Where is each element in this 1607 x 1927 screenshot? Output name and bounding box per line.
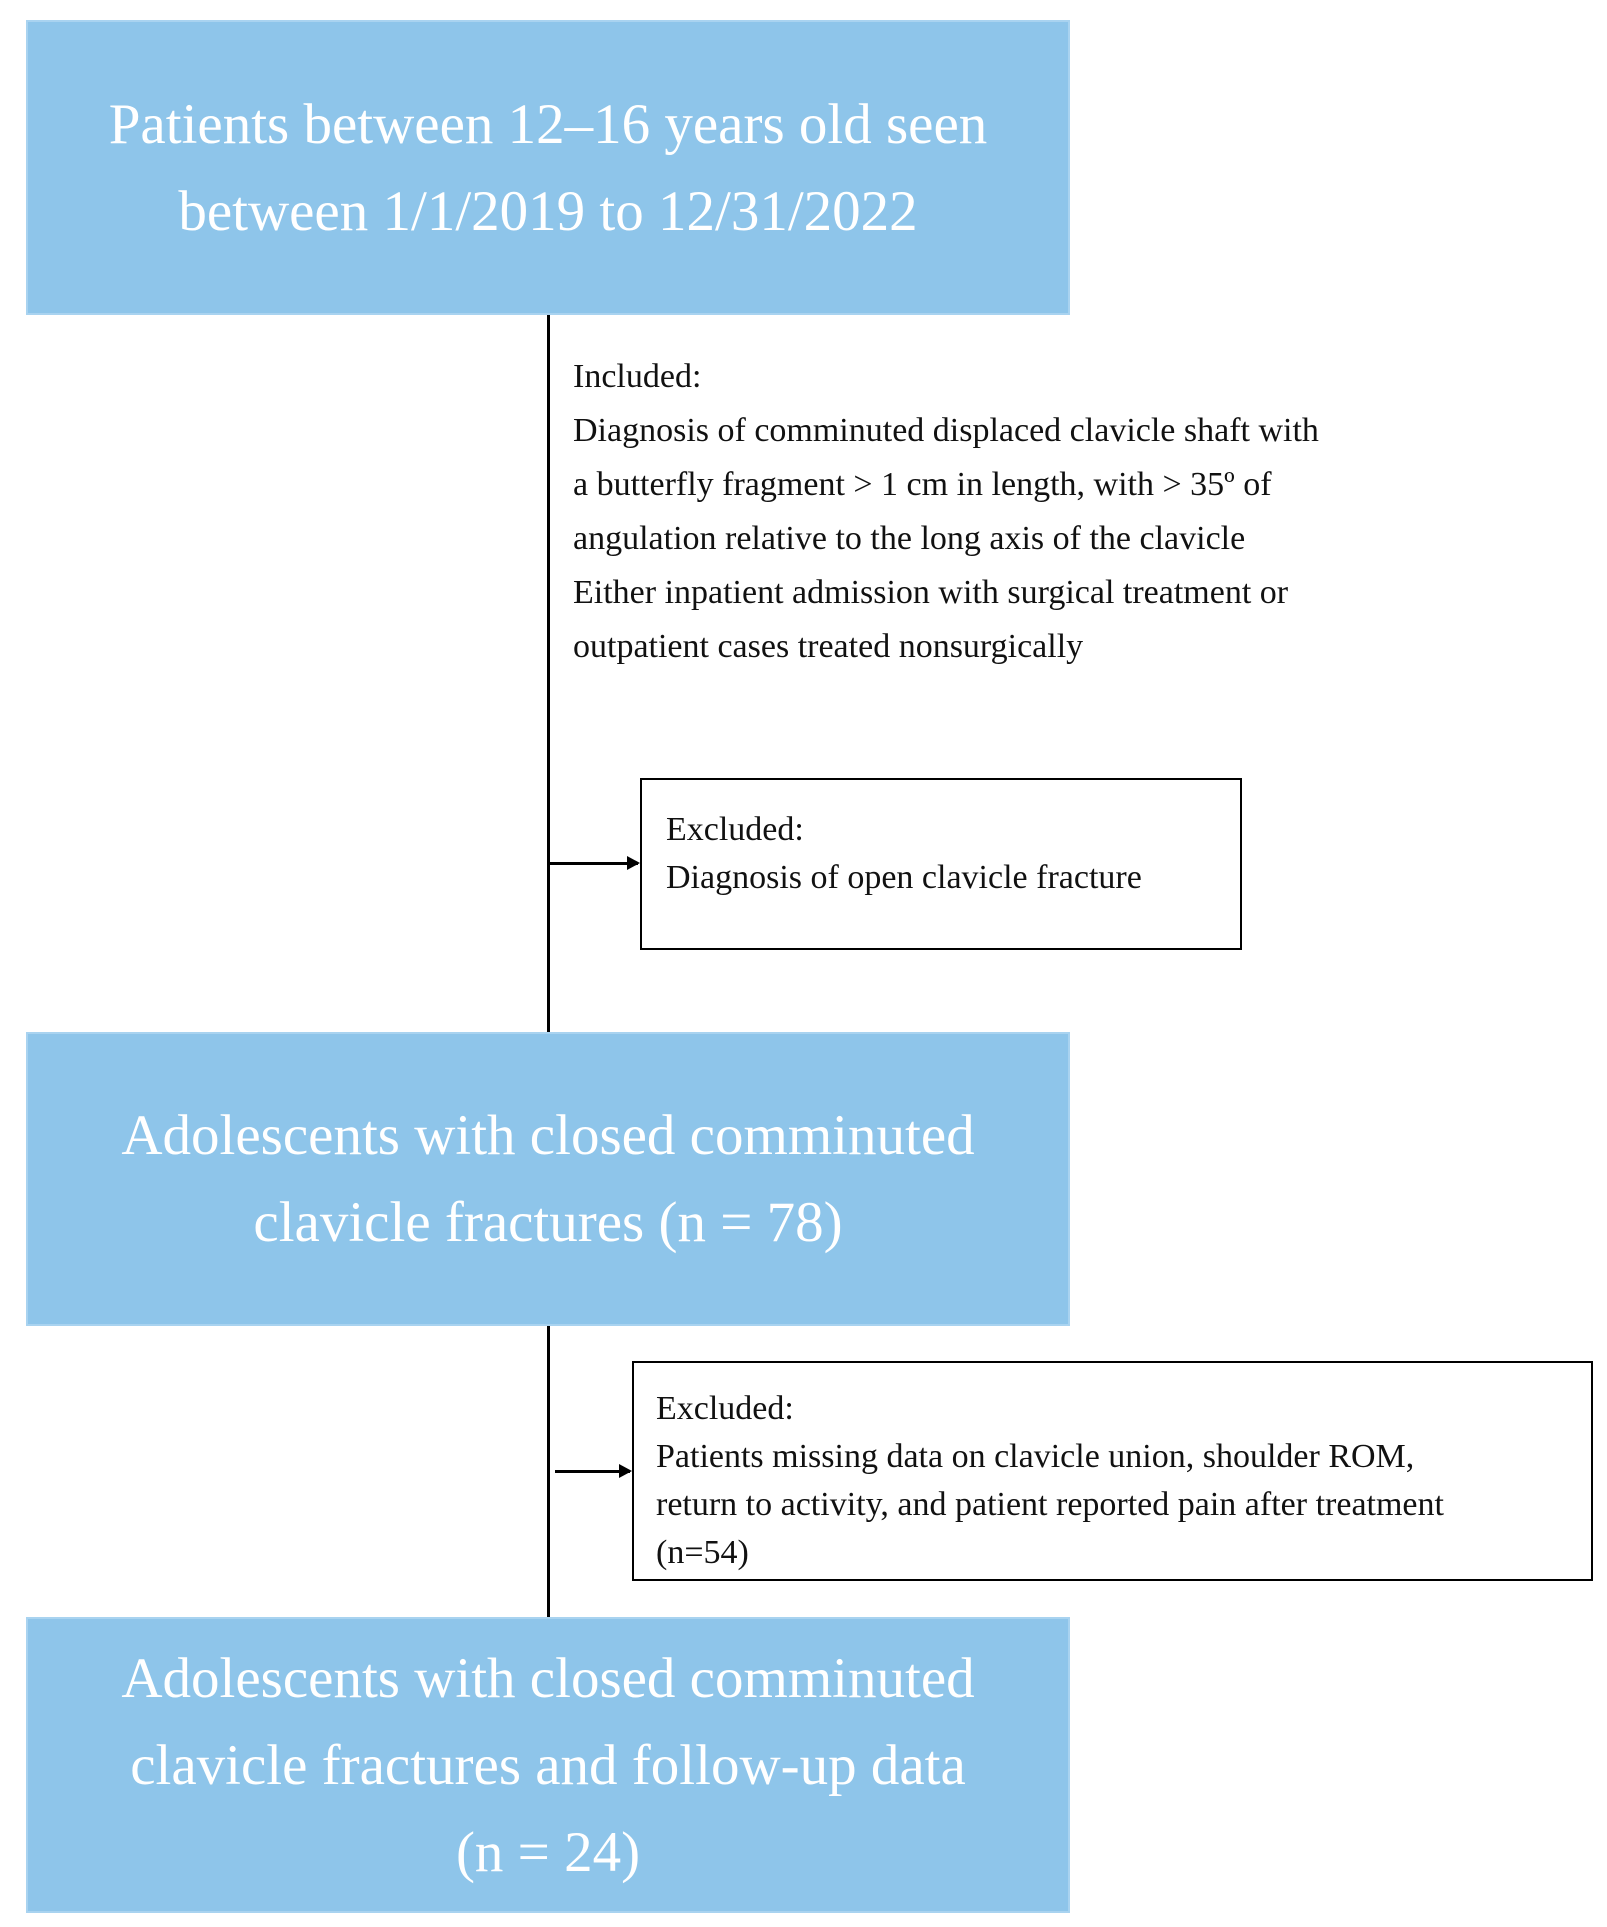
exclusion-box-1 [640,778,1242,950]
study-population-line-2: between 1/1/2019 to 12/31/2022 [178,179,918,243]
connector-line-bottom [547,1326,550,1617]
inclusion-line: Diagnosis of comminuted displaced clavicle shaft with [573,412,1319,449]
final-cohort-line-2: clavicle fractures and follow-up data [130,1733,966,1797]
eligible-cohort-line-1: Adolescents with closed comminuted [121,1104,975,1167]
final-cohort-line-3: (n = 24) [455,1820,641,1884]
inclusion-line: outpatient cases treated nonsurgically [573,628,1084,665]
inclusion-line: Either inpatient admission with surgical treatment or [573,574,1289,611]
final-cohort-box [26,1617,1070,1913]
eligible-cohort-box [26,1032,1070,1326]
exclusion-line: Diagnosis of open clavicle fracture [666,859,1142,896]
study-population-box [26,20,1070,315]
inclusion-heading: Included: [573,358,702,395]
inclusion-line: a butterfly fragment > 1 cm in length, with > 35º of [573,466,1272,503]
exclusion-line: (n=54) [656,1534,749,1571]
inclusion-criteria [573,350,1319,674]
inclusion-line: angulation relative to the long axis of the clavicle [573,520,1246,557]
eligible-cohort-line-2: clavicle fractures (n = 78) [253,1191,843,1254]
exclusion-heading: Excluded: [666,811,804,848]
arrow-to-exclusion-2 [555,1470,630,1473]
exclusion-box-2 [632,1361,1593,1581]
exclusion-line: return to activity, and patient reported pain after treatment [656,1486,1444,1523]
arrow-to-exclusion-1 [549,862,638,865]
final-cohort-line-1: Adolescents with closed comminuted [121,1646,975,1710]
connector-line-top [547,315,550,1032]
study-population-line-1: Patients between 12–16 years old seen [108,92,988,156]
exclusion-line: Patients missing data on clavicle union, shoulder ROM, [656,1438,1415,1475]
exclusion-heading: Excluded: [656,1390,794,1427]
